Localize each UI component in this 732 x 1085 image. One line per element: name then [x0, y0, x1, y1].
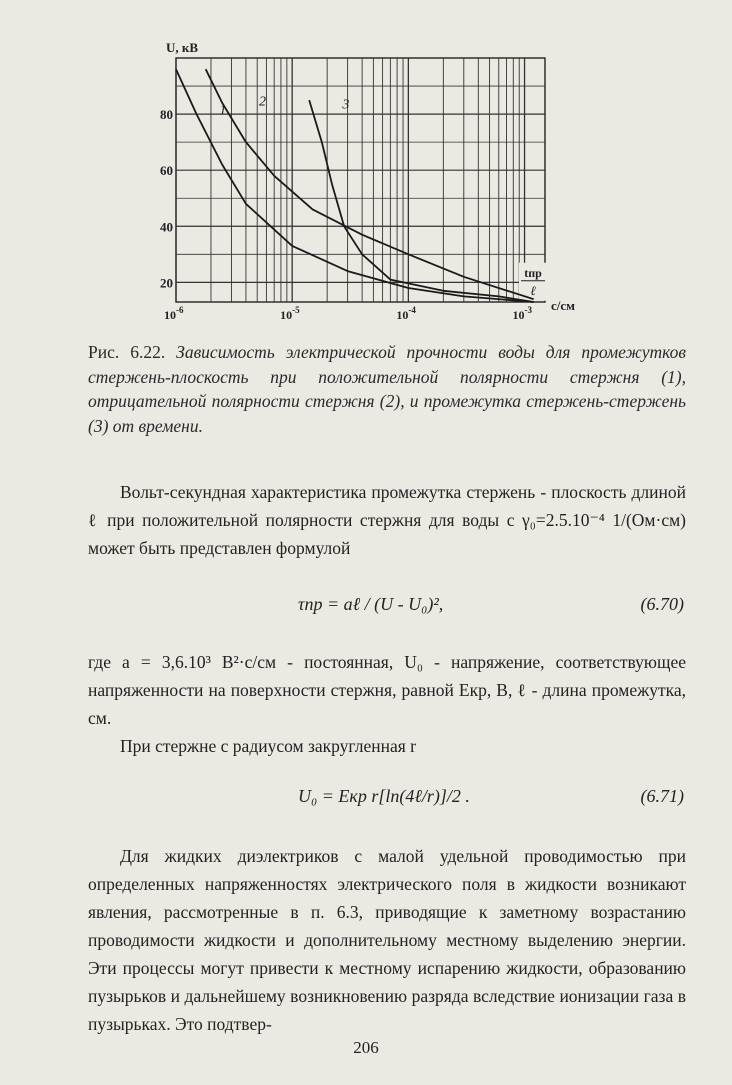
x-axis-label: с/см	[551, 298, 576, 313]
fraction-numerator: tпр	[524, 265, 542, 280]
paragraph-4: Для жидких диэлектриков с малой удельной проводимостью при определенных напряженностях электрического поля в жидкости возникают явления, рассмотренные в п. 6.3, приводящие к заметному возрастанию проводимости жидкости и дополнительному местному выделению энергии. Эти процессы могут привести к местному испарению жидкости, образованию пузырьков и дальнейшему возникновению разряда вследствие ионизации газа в пузырьках. Это подтвер-	[88, 846, 686, 1034]
equation-number: (6.70)	[640, 594, 684, 614]
chart-svg	[150, 40, 590, 340]
x-tick-label: $10^{-5}$	[280, 305, 300, 322]
y-tick-label: 80	[160, 107, 173, 123]
y-tick-label: 40	[160, 219, 173, 235]
y-tick-label: 60	[160, 163, 173, 179]
formula-expression: τпр = aℓ / (U - U₀)²,	[298, 594, 444, 614]
figure-6-22	[150, 40, 590, 340]
formula-6-70	[88, 594, 686, 624]
formula-expression: U₀ = Eкр r[ln(4ℓ/r)]/2 .	[298, 786, 470, 806]
curve-label-2: 2	[258, 94, 266, 110]
equation-number: (6.71)	[640, 786, 684, 806]
paragraph-3: При стержне с радиусом закругленная r	[120, 736, 416, 756]
x-tick-label: $10^{-3}$	[512, 305, 533, 322]
x-tick-label: $10^{-4}$	[396, 305, 416, 322]
paragraph-1: Вольт-секундная характеристика промежутка стержень - плоскость длиной ℓ при положительной полярности стержня для воды с γ₀=2.5.10⁻⁴ 1/(Ом·см) может быть представлен формулой	[88, 482, 686, 558]
curve-label-3: 3	[342, 97, 350, 113]
caption-text: Зависимость электрической прочности воды для промежутков стержень-плоскость при положительной полярности стержня (1), отрицательной полярности стержня (2), и промежутка стержень-стержень (3) от времени.	[88, 342, 686, 436]
x-tick-label: $10^{-6}$	[164, 305, 184, 322]
page-number: 206	[353, 1038, 379, 1057]
formula-6-71	[88, 786, 686, 816]
curve-2	[206, 69, 534, 299]
curve-label-1: 1	[219, 103, 227, 119]
figure-caption	[88, 340, 686, 438]
y-axis-label: U, кВ	[166, 40, 199, 55]
fraction-denominator: ℓ	[530, 282, 536, 298]
paragraph-2: где a = 3,6.10³ В²·с/см - постоянная, U₀ - напряжение, соответствующее напряженности на поверхности стержня, равной Eкр, В, ℓ - длина промежутка, см.	[88, 652, 686, 728]
caption-prefix: Рис. 6.22.	[88, 342, 166, 362]
curve-1	[176, 69, 534, 302]
y-tick-label: 20	[160, 275, 173, 291]
curve-3	[309, 100, 534, 302]
